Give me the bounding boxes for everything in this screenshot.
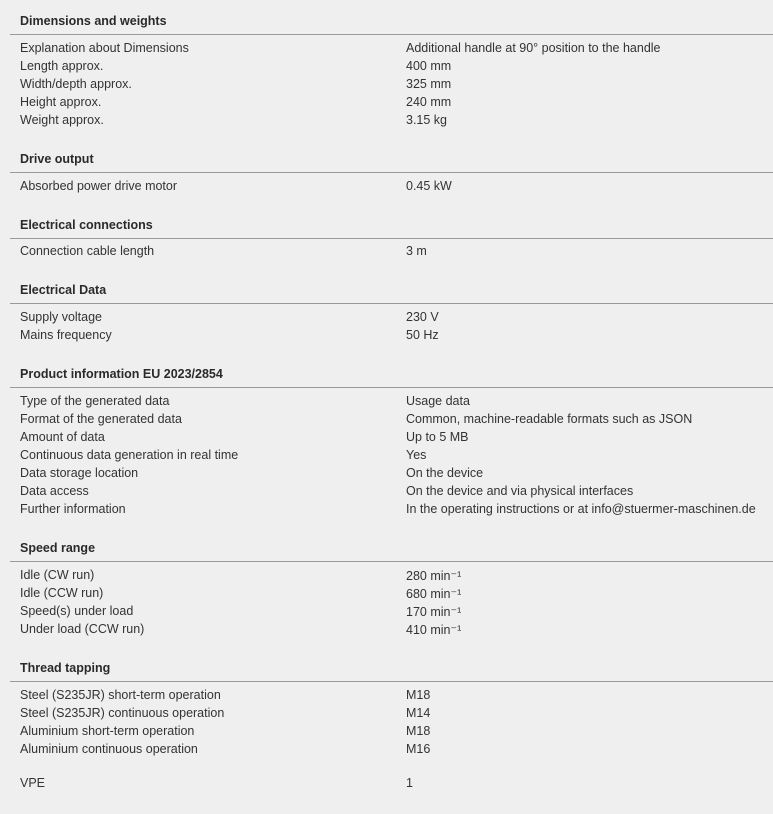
spec-value: On the device and via physical interfaces xyxy=(406,484,634,498)
spec-value: 400 mm xyxy=(406,59,452,73)
spec-row xyxy=(0,77,773,95)
spec-label: Aluminium short-term operation xyxy=(20,724,195,738)
spec-row xyxy=(0,688,773,706)
spec-label: Data storage location xyxy=(20,466,139,480)
spec-label: Weight approx. xyxy=(20,113,104,127)
section-divider xyxy=(10,238,773,239)
spec-row xyxy=(0,448,773,466)
spec-value: 280 min⁻¹ xyxy=(406,569,462,583)
spec-row xyxy=(0,430,773,448)
spec-value: M14 xyxy=(406,706,431,720)
spec-row xyxy=(0,484,773,502)
spec-value: Usage data xyxy=(406,394,470,408)
spec-label: Mains frequency xyxy=(20,328,112,342)
section-title: Electrical Data xyxy=(20,283,107,297)
spec-label: Length approx. xyxy=(20,59,104,73)
spec-row xyxy=(0,466,773,484)
vpe-label: VPE xyxy=(20,776,46,790)
spec-value: On the device xyxy=(406,466,484,480)
spec-label: Explanation about Dimensions xyxy=(20,41,189,55)
spec-label: Data access xyxy=(20,484,89,498)
spec-row xyxy=(0,310,773,328)
section-divider xyxy=(10,561,773,562)
spec-row xyxy=(0,742,773,760)
spec-value: 240 mm xyxy=(406,95,452,109)
spec-value: 230 V xyxy=(406,310,439,324)
spec-row xyxy=(0,95,773,113)
spec-value: M18 xyxy=(406,688,431,702)
spec-row xyxy=(0,244,773,262)
spec-row xyxy=(0,724,773,742)
spec-label: Amount of data xyxy=(20,430,105,444)
spec-row xyxy=(0,59,773,77)
spec-row xyxy=(0,502,773,520)
section-divider xyxy=(10,34,773,35)
spec-row xyxy=(0,604,773,622)
spec-label: Continuous data generation in real time xyxy=(20,448,239,462)
spec-label: Width/depth approx. xyxy=(20,77,132,91)
spec-value: Additional handle at 90° position to the handle xyxy=(406,41,661,55)
spec-row xyxy=(0,328,773,346)
section-title: Thread tapping xyxy=(20,661,111,675)
vpe-row xyxy=(0,776,773,794)
spec-row xyxy=(0,113,773,131)
spec-label: Idle (CCW run) xyxy=(20,586,104,600)
section-title: Electrical connections xyxy=(20,218,153,232)
spec-label: Idle (CW run) xyxy=(20,568,95,582)
section-title: Dimensions and weights xyxy=(20,14,167,28)
spec-label: Under load (CCW run) xyxy=(20,622,145,636)
section-title: Product information EU 2023/2854 xyxy=(20,367,223,381)
spec-row xyxy=(0,568,773,586)
spec-value: 325 mm xyxy=(406,77,452,91)
spec-value: 170 min⁻¹ xyxy=(406,605,462,619)
spec-value: 50 Hz xyxy=(406,328,439,342)
spec-label: Absorbed power drive motor xyxy=(20,179,178,193)
section-title: Drive output xyxy=(20,152,94,166)
spec-row xyxy=(0,179,773,197)
spec-label: Speed(s) under load xyxy=(20,604,134,618)
section-title: Speed range xyxy=(20,541,96,555)
spec-value: 0.45 kW xyxy=(406,179,452,193)
spec-row xyxy=(0,622,773,640)
spec-value: 680 min⁻¹ xyxy=(406,587,462,601)
spec-row xyxy=(0,394,773,412)
section-divider xyxy=(10,681,773,682)
spec-row xyxy=(0,412,773,430)
spec-value: In the operating instructions or at info@stuermer-maschinen.de xyxy=(406,502,756,516)
spec-label: Connection cable length xyxy=(20,244,155,258)
spec-value: M16 xyxy=(406,742,431,756)
section-divider xyxy=(10,303,773,304)
section-divider xyxy=(10,387,773,388)
spec-label: Height approx. xyxy=(20,95,102,109)
spec-value: 3 m xyxy=(406,244,427,258)
spec-label: Further information xyxy=(20,502,126,516)
spec-value: Up to 5 MB xyxy=(406,430,469,444)
spec-value: Common, machine-readable formats such as JSON xyxy=(406,412,693,426)
spec-value: M18 xyxy=(406,724,431,738)
spec-label: Format of the generated data xyxy=(20,412,182,426)
spec-row xyxy=(0,706,773,724)
spec-label: Steel (S235JR) continuous operation xyxy=(20,706,225,720)
spec-label: Aluminium continuous operation xyxy=(20,742,198,756)
spec-value: Yes xyxy=(406,448,427,462)
spec-row xyxy=(0,41,773,59)
spec-label: Supply voltage xyxy=(20,310,103,324)
vpe-value: 1 xyxy=(406,776,413,790)
section-divider xyxy=(10,172,773,173)
spec-label: Steel (S235JR) short-term operation xyxy=(20,688,221,702)
spec-label: Type of the generated data xyxy=(20,394,170,408)
spec-value: 410 min⁻¹ xyxy=(406,623,462,637)
spec-row xyxy=(0,586,773,604)
spec-value: 3.15 kg xyxy=(406,113,448,127)
